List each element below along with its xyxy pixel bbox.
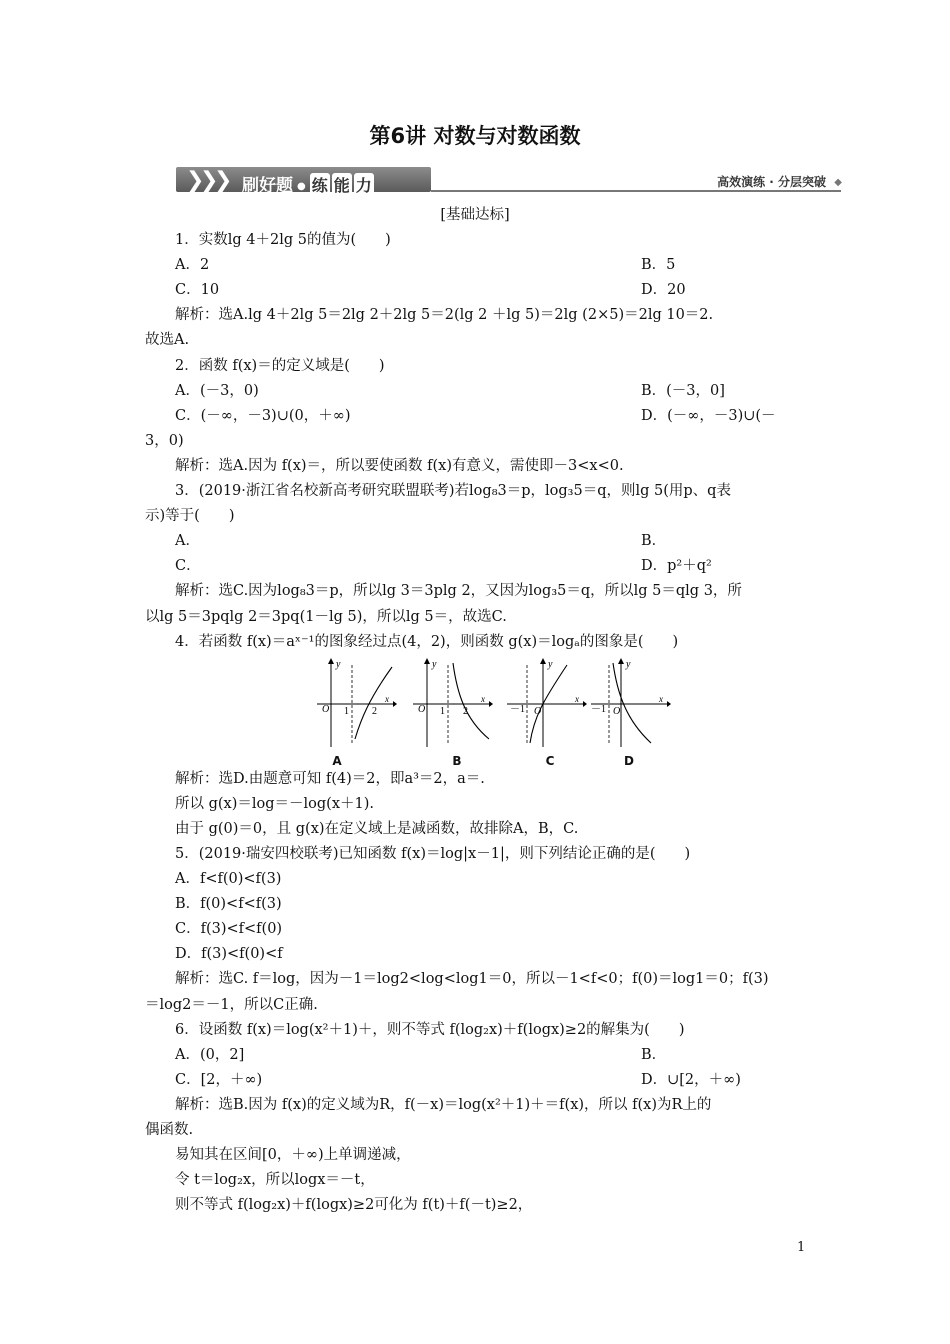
tick-label: 2 [463, 705, 468, 717]
question-2: 2．函数 f(x)＝的定义域是( ) [175, 357, 385, 374]
banner-left-text: 刷好题 [242, 176, 293, 196]
option-c: C．[2，＋∞) [175, 1071, 263, 1088]
option-a: A．f<f(0)<f(3) [175, 871, 282, 888]
banner-right-text: 高效演练 · 分层突破 [717, 175, 826, 189]
graph-label-b: B [452, 753, 462, 768]
option-c: C．(－∞，－3)∪(0，＋∞) [175, 407, 351, 424]
option-row [145, 404, 805, 429]
origin-label: O [322, 703, 330, 715]
option-b: B．(－3，0] [641, 382, 725, 399]
origin-label: O [418, 703, 426, 715]
solution-text: ＝log2＝－1，所以C正确. [145, 996, 318, 1013]
solution-text: 解析：选B.因为 f(x)的定义域为R，f(－x)＝log(x²＋1)＋＝f(x)，所以 f(x)为R上的 [175, 1096, 712, 1113]
solution-text: 解析：选A.因为 f(x)＝，所以要使函数 f(x)有意义，需使即－3<x<0. [175, 457, 624, 474]
option-b: B． [641, 1046, 667, 1063]
banner-label [242, 171, 376, 196]
solution-text: 解析：选C. f＝log，因为－1＝log2<log<log1＝0，所以－1<f<0；f(0)＝log1＝0；f(3) [175, 971, 769, 988]
banner-bar [176, 167, 431, 196]
banner-box-3: 力 [354, 173, 374, 196]
question-1: 1．实数lg 4＋2lg 5的值为( ) [175, 232, 391, 249]
option-d: D．f(3)<f(0)<f [175, 946, 283, 963]
chevron-right-icon: ❯ [214, 168, 233, 193]
option-d: D．∪[2，＋∞) [641, 1071, 741, 1088]
option-d: D．20 [641, 282, 686, 299]
option-d-continued: 3，0) [145, 432, 184, 449]
solution-text: 解析：选C.因为log₈3＝p，所以lg 3＝3plg 2，又因为log₃5＝q，所以lg 5＝qlg 3，所 [175, 583, 742, 600]
origin-label: O [534, 705, 542, 717]
solution-text: 易知其在区间[0，＋∞)上单调递减， [175, 1147, 411, 1164]
option-c: C．10 [175, 282, 220, 299]
axis-y-label: y [626, 658, 631, 670]
option-b: B．5 [641, 257, 676, 274]
graph-label-d: D [624, 753, 634, 768]
axis-x-label: x [575, 693, 579, 704]
axis-y-label: y [336, 658, 341, 670]
dot-icon: ● [297, 180, 306, 192]
page-title: 第6讲 对数与对数函数 [369, 124, 581, 148]
axis-x-label: x [385, 693, 389, 704]
question-5: 5．(2019·瑞安四校联考)已知函数 f(x)＝log|x－1|，则下列结论正确的是( ) [175, 845, 691, 862]
solution-text: 由于 g(0)＝0，且 g(x)在定义域上是减函数，故排除A，B，C. [175, 820, 579, 837]
graph-b [413, 657, 493, 749]
section-heading: [基础达标] [440, 207, 510, 223]
question-3-continued: 示)等于( ) [145, 508, 235, 525]
origin-label: O [613, 705, 621, 717]
graph-label-c: C [545, 753, 555, 768]
solution-text: 所以 g(x)＝log＝－log(x＋1). [175, 795, 375, 812]
option-b: B．f(0)<f<f(3) [175, 896, 282, 913]
option-a: A．(－3，0) [175, 382, 259, 399]
option-row [145, 1068, 805, 1093]
tick-label: －1 [510, 703, 525, 715]
question-4: 4．若函数 f(x)＝aˣ⁻¹的图象经过点(4，2)，则函数 g(x)＝logₐ的图象是( ) [175, 633, 679, 650]
option-a: A．2 [175, 257, 210, 274]
graph-c [507, 657, 587, 749]
banner-rule [431, 190, 841, 192]
option-d: D．p²＋q² [641, 558, 712, 575]
option-a: A． [175, 533, 200, 550]
solution-text: 偶函数. [145, 1122, 194, 1138]
page-number: 1 [797, 1240, 806, 1255]
graph-a [317, 657, 397, 749]
solution-text: 令 t＝log₂x，所以logx＝－t， [175, 1172, 375, 1189]
option-row [145, 278, 805, 303]
option-row [145, 529, 805, 554]
tick-label: 2 [372, 705, 377, 717]
chevron-right-icon: ❯ [186, 168, 205, 193]
banner-box-2: 能 [332, 173, 352, 196]
option-a: A．(0，2] [175, 1046, 245, 1063]
axis-x-label: x [659, 693, 663, 704]
solution-text: 解析：选A.lg 4＋2lg 5＝2lg 2＋2lg 5＝2(lg 2 ＋lg 5)＝2lg (2×5)＝2lg 10＝2. [175, 307, 714, 324]
solution-text: 以lg 5＝3pqlg 2＝3pq(1－lg 5)，所以lg 5＝，故选C. [145, 608, 507, 625]
graph-options-figure [145, 657, 805, 767]
solution-text: 解析：选D.由题意可知 f(4)＝2，即a³＝2，a＝. [175, 770, 485, 787]
solution-text: 故选A. [145, 332, 190, 349]
diamond-icon: ◆ [834, 177, 842, 188]
tick-label: 1 [344, 705, 349, 717]
section-banner [176, 164, 848, 194]
solution-text: 则不等式 f(log₂x)＋f(logx)≥2可化为 f(t)＋f(－t)≥2， [175, 1197, 533, 1214]
option-row [145, 379, 805, 404]
banner-box-1: 练 [310, 173, 330, 196]
graph-label-a: A [332, 753, 342, 768]
option-row [145, 253, 805, 278]
tick-label: －1 [591, 703, 606, 715]
chevron-right-icon: ❯ [200, 168, 219, 193]
option-c: C． [175, 558, 201, 575]
option-row [145, 554, 805, 579]
tick-label: 1 [440, 705, 445, 717]
axis-x-label: x [481, 693, 485, 704]
axis-y-label: y [432, 658, 437, 670]
question-6: 6．设函数 f(x)＝log(x²＋1)＋，则不等式 f(log₂x)＋f(logx)≥2的解集为( ) [175, 1021, 685, 1038]
option-c: C．f(3)<f<f(0) [175, 921, 283, 938]
option-d: D．(－∞，－3)∪(－ [641, 407, 776, 424]
question-3: 3．(2019·浙江省名校新高考研究联盟联考)若log₈3＝p，log₃5＝q，则lg 5(用p、q表 [175, 483, 731, 500]
option-row [145, 1043, 805, 1068]
option-b: B． [641, 533, 667, 550]
graph-d [591, 657, 671, 749]
document-body [145, 203, 805, 1218]
axis-y-label: y [548, 658, 553, 670]
